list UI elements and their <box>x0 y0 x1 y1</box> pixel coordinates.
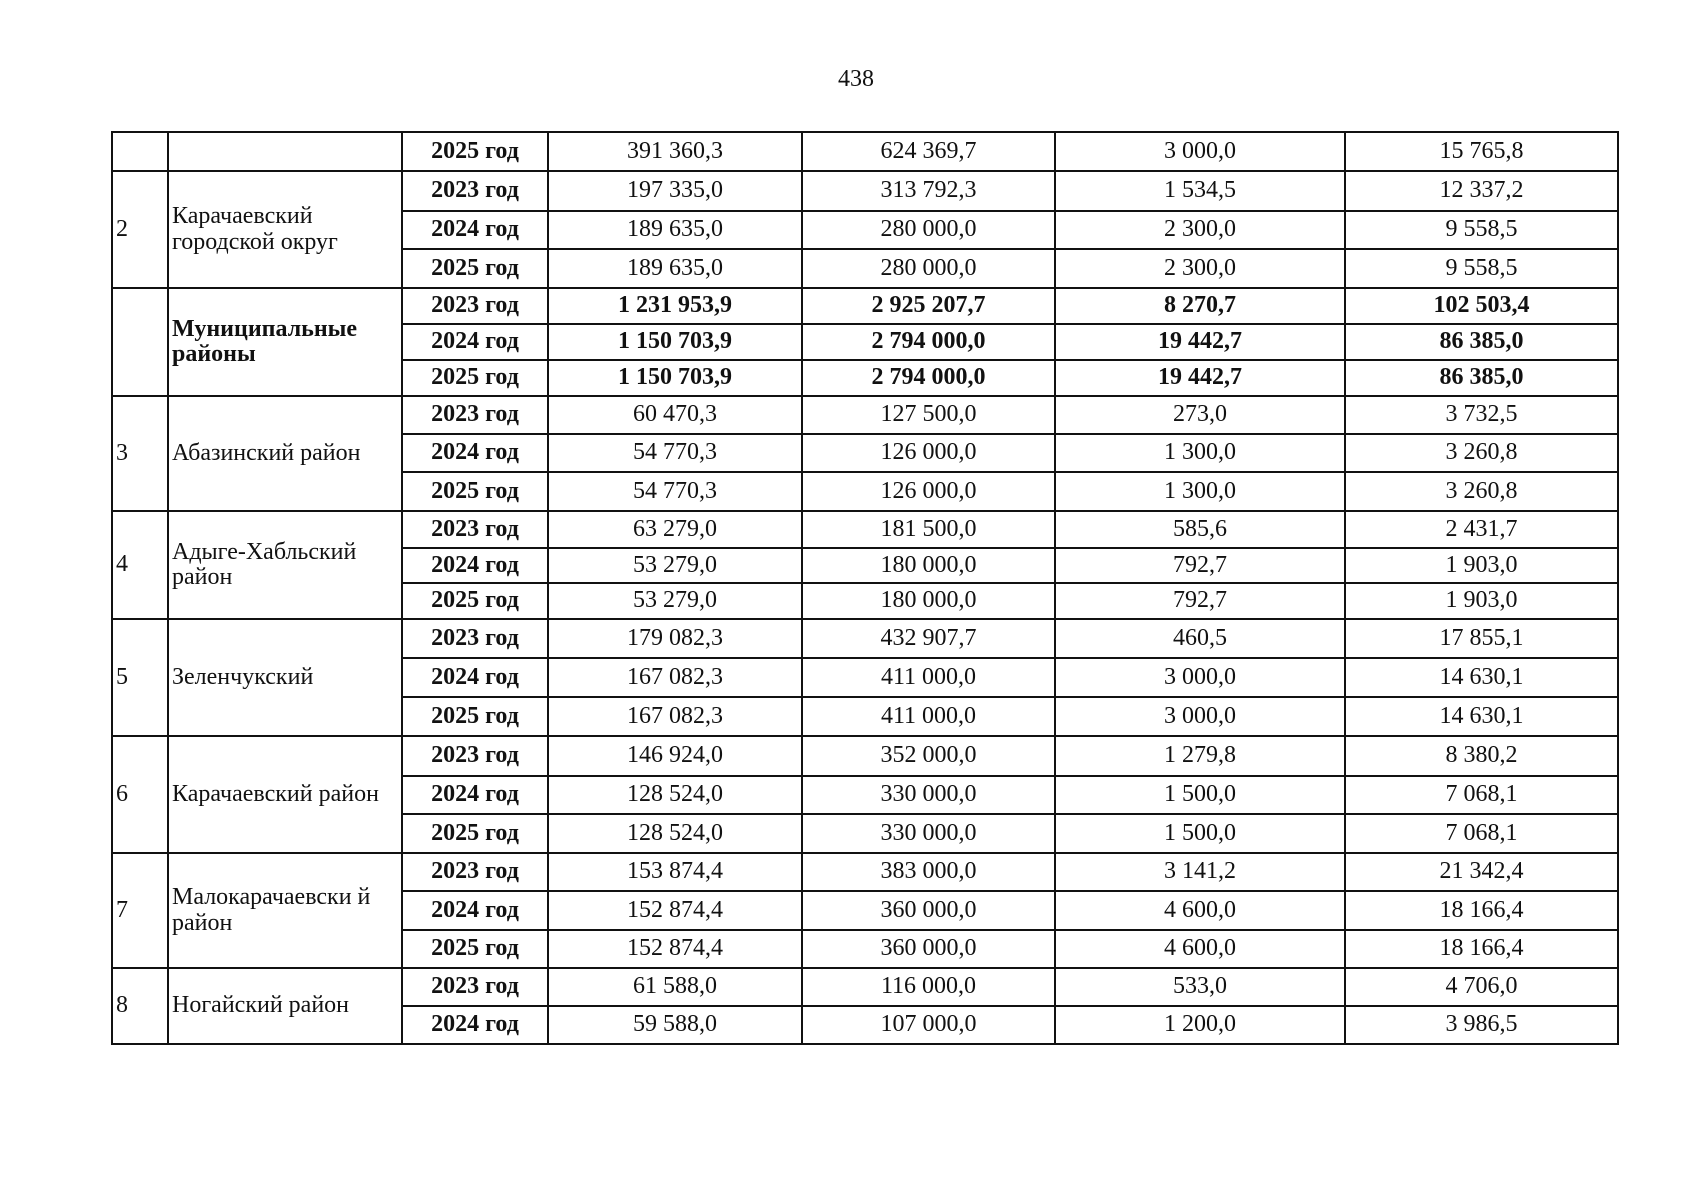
row-number-cell: 8 <box>112 968 168 1044</box>
value-cell: 86 385,0 <box>1345 360 1618 396</box>
year-cell: 2024 год <box>402 891 548 930</box>
value-cell: 1 150 703,9 <box>548 360 802 396</box>
value-cell: 180 000,0 <box>802 583 1055 619</box>
value-cell: 3 732,5 <box>1345 396 1618 434</box>
value-cell: 330 000,0 <box>802 814 1055 853</box>
year-cell: 2025 год <box>402 583 548 619</box>
value-cell: 19 442,7 <box>1055 324 1345 360</box>
value-cell: 179 082,3 <box>548 619 802 658</box>
value-cell: 2 300,0 <box>1055 249 1345 288</box>
value-cell: 126 000,0 <box>802 434 1055 472</box>
year-cell: 2025 год <box>402 360 548 396</box>
value-cell: 273,0 <box>1055 396 1345 434</box>
value-cell: 4 600,0 <box>1055 891 1345 930</box>
year-cell: 2025 год <box>402 814 548 853</box>
value-cell: 60 470,3 <box>548 396 802 434</box>
value-cell: 167 082,3 <box>548 697 802 736</box>
value-cell: 411 000,0 <box>802 697 1055 736</box>
row-number-cell: 2 <box>112 171 168 288</box>
table-row <box>112 736 1618 776</box>
value-cell: 61 588,0 <box>548 968 802 1006</box>
municipality-name-cell: Карачаевский городской округ <box>168 171 402 288</box>
value-cell: 167 082,3 <box>548 658 802 697</box>
value-cell: 2 794 000,0 <box>802 324 1055 360</box>
row-number-cell <box>112 288 168 396</box>
value-cell: 54 770,3 <box>548 434 802 472</box>
value-cell: 4 706,0 <box>1345 968 1618 1006</box>
row-number-cell: 4 <box>112 511 168 619</box>
value-cell: 1 500,0 <box>1055 814 1345 853</box>
year-cell: 2023 год <box>402 396 548 434</box>
value-cell: 197 335,0 <box>548 171 802 211</box>
value-cell: 21 342,4 <box>1345 853 1618 891</box>
table-row <box>112 132 1618 171</box>
table-body <box>112 132 1618 1044</box>
value-cell: 1 500,0 <box>1055 776 1345 814</box>
year-cell: 2025 год <box>402 132 548 171</box>
value-cell: 460,5 <box>1055 619 1345 658</box>
year-cell: 2023 год <box>402 968 548 1006</box>
value-cell: 189 635,0 <box>548 211 802 249</box>
value-cell: 18 166,4 <box>1345 930 1618 968</box>
municipality-name-cell <box>168 132 402 171</box>
municipality-name-cell: Адыге-Хабльский район <box>168 511 402 619</box>
value-cell: 1 903,0 <box>1345 548 1618 583</box>
row-number-cell: 5 <box>112 619 168 736</box>
value-cell: 17 855,1 <box>1345 619 1618 658</box>
value-cell: 128 524,0 <box>548 776 802 814</box>
value-cell: 14 630,1 <box>1345 658 1618 697</box>
value-cell: 126 000,0 <box>802 472 1055 511</box>
value-cell: 330 000,0 <box>802 776 1055 814</box>
year-cell: 2024 год <box>402 548 548 583</box>
value-cell: 1 150 703,9 <box>548 324 802 360</box>
value-cell: 1 300,0 <box>1055 434 1345 472</box>
value-cell: 3 260,8 <box>1345 434 1618 472</box>
value-cell: 8 380,2 <box>1345 736 1618 776</box>
year-cell: 2023 год <box>402 619 548 658</box>
table-row <box>112 288 1618 324</box>
value-cell: 383 000,0 <box>802 853 1055 891</box>
year-cell: 2025 год <box>402 472 548 511</box>
municipality-name-cell: Ногайский район <box>168 968 402 1044</box>
value-cell: 624 369,7 <box>802 132 1055 171</box>
year-cell: 2024 год <box>402 211 548 249</box>
row-number-cell: 6 <box>112 736 168 853</box>
value-cell: 792,7 <box>1055 548 1345 583</box>
value-cell: 18 166,4 <box>1345 891 1618 930</box>
value-cell: 3 986,5 <box>1345 1006 1618 1044</box>
budget-table <box>111 131 1619 1045</box>
value-cell: 352 000,0 <box>802 736 1055 776</box>
year-cell: 2024 год <box>402 776 548 814</box>
value-cell: 3 141,2 <box>1055 853 1345 891</box>
value-cell: 107 000,0 <box>802 1006 1055 1044</box>
value-cell: 15 765,8 <box>1345 132 1618 171</box>
value-cell: 411 000,0 <box>802 658 1055 697</box>
value-cell: 2 925 207,7 <box>802 288 1055 324</box>
value-cell: 2 431,7 <box>1345 511 1618 548</box>
value-cell: 53 279,0 <box>548 583 802 619</box>
value-cell: 3 000,0 <box>1055 658 1345 697</box>
table-row <box>112 853 1618 891</box>
year-cell: 2024 год <box>402 434 548 472</box>
value-cell: 53 279,0 <box>548 548 802 583</box>
year-cell: 2023 год <box>402 511 548 548</box>
value-cell: 2 794 000,0 <box>802 360 1055 396</box>
value-cell: 86 385,0 <box>1345 324 1618 360</box>
value-cell: 59 588,0 <box>548 1006 802 1044</box>
row-number-cell: 3 <box>112 396 168 511</box>
municipality-name-cell: Малокарачаевски й район <box>168 853 402 968</box>
value-cell: 1 200,0 <box>1055 1006 1345 1044</box>
value-cell: 189 635,0 <box>548 249 802 288</box>
value-cell: 181 500,0 <box>802 511 1055 548</box>
value-cell: 7 068,1 <box>1345 814 1618 853</box>
value-cell: 585,6 <box>1055 511 1345 548</box>
municipality-name-cell: Муниципальные районы <box>168 288 402 396</box>
value-cell: 1 279,8 <box>1055 736 1345 776</box>
value-cell: 9 558,5 <box>1345 249 1618 288</box>
table-row <box>112 511 1618 548</box>
value-cell: 12 337,2 <box>1345 171 1618 211</box>
year-cell: 2023 год <box>402 736 548 776</box>
table-row <box>112 968 1618 1006</box>
value-cell: 1 300,0 <box>1055 472 1345 511</box>
value-cell: 360 000,0 <box>802 930 1055 968</box>
year-cell: 2023 год <box>402 853 548 891</box>
value-cell: 432 907,7 <box>802 619 1055 658</box>
value-cell: 63 279,0 <box>548 511 802 548</box>
value-cell: 146 924,0 <box>548 736 802 776</box>
value-cell: 102 503,4 <box>1345 288 1618 324</box>
value-cell: 360 000,0 <box>802 891 1055 930</box>
value-cell: 3 000,0 <box>1055 132 1345 171</box>
year-cell: 2023 год <box>402 288 548 324</box>
value-cell: 280 000,0 <box>802 249 1055 288</box>
value-cell: 533,0 <box>1055 968 1345 1006</box>
table-row <box>112 396 1618 434</box>
municipality-name-cell: Абазинский район <box>168 396 402 511</box>
value-cell: 128 524,0 <box>548 814 802 853</box>
table-row <box>112 171 1618 211</box>
value-cell: 792,7 <box>1055 583 1345 619</box>
year-cell: 2024 год <box>402 658 548 697</box>
year-cell: 2025 год <box>402 930 548 968</box>
value-cell: 313 792,3 <box>802 171 1055 211</box>
year-cell: 2023 год <box>402 171 548 211</box>
value-cell: 152 874,4 <box>548 930 802 968</box>
page-number: 438 <box>838 66 874 92</box>
municipality-name-cell: Карачаевский район <box>168 736 402 853</box>
year-cell: 2025 год <box>402 697 548 736</box>
table-row <box>112 619 1618 658</box>
year-cell: 2024 год <box>402 324 548 360</box>
value-cell: 127 500,0 <box>802 396 1055 434</box>
value-cell: 3 260,8 <box>1345 472 1618 511</box>
value-cell: 1 903,0 <box>1345 583 1618 619</box>
value-cell: 14 630,1 <box>1345 697 1618 736</box>
year-cell: 2025 год <box>402 249 548 288</box>
value-cell: 7 068,1 <box>1345 776 1618 814</box>
year-cell: 2024 год <box>402 1006 548 1044</box>
value-cell: 9 558,5 <box>1345 211 1618 249</box>
row-number-cell <box>112 132 168 171</box>
value-cell: 54 770,3 <box>548 472 802 511</box>
value-cell: 152 874,4 <box>548 891 802 930</box>
row-number-cell: 7 <box>112 853 168 968</box>
value-cell: 180 000,0 <box>802 548 1055 583</box>
value-cell: 3 000,0 <box>1055 697 1345 736</box>
value-cell: 1 534,5 <box>1055 171 1345 211</box>
value-cell: 153 874,4 <box>548 853 802 891</box>
value-cell: 19 442,7 <box>1055 360 1345 396</box>
value-cell: 2 300,0 <box>1055 211 1345 249</box>
value-cell: 8 270,7 <box>1055 288 1345 324</box>
value-cell: 1 231 953,9 <box>548 288 802 324</box>
municipality-name-cell: Зеленчукский <box>168 619 402 736</box>
value-cell: 116 000,0 <box>802 968 1055 1006</box>
value-cell: 280 000,0 <box>802 211 1055 249</box>
value-cell: 391 360,3 <box>548 132 802 171</box>
value-cell: 4 600,0 <box>1055 930 1345 968</box>
